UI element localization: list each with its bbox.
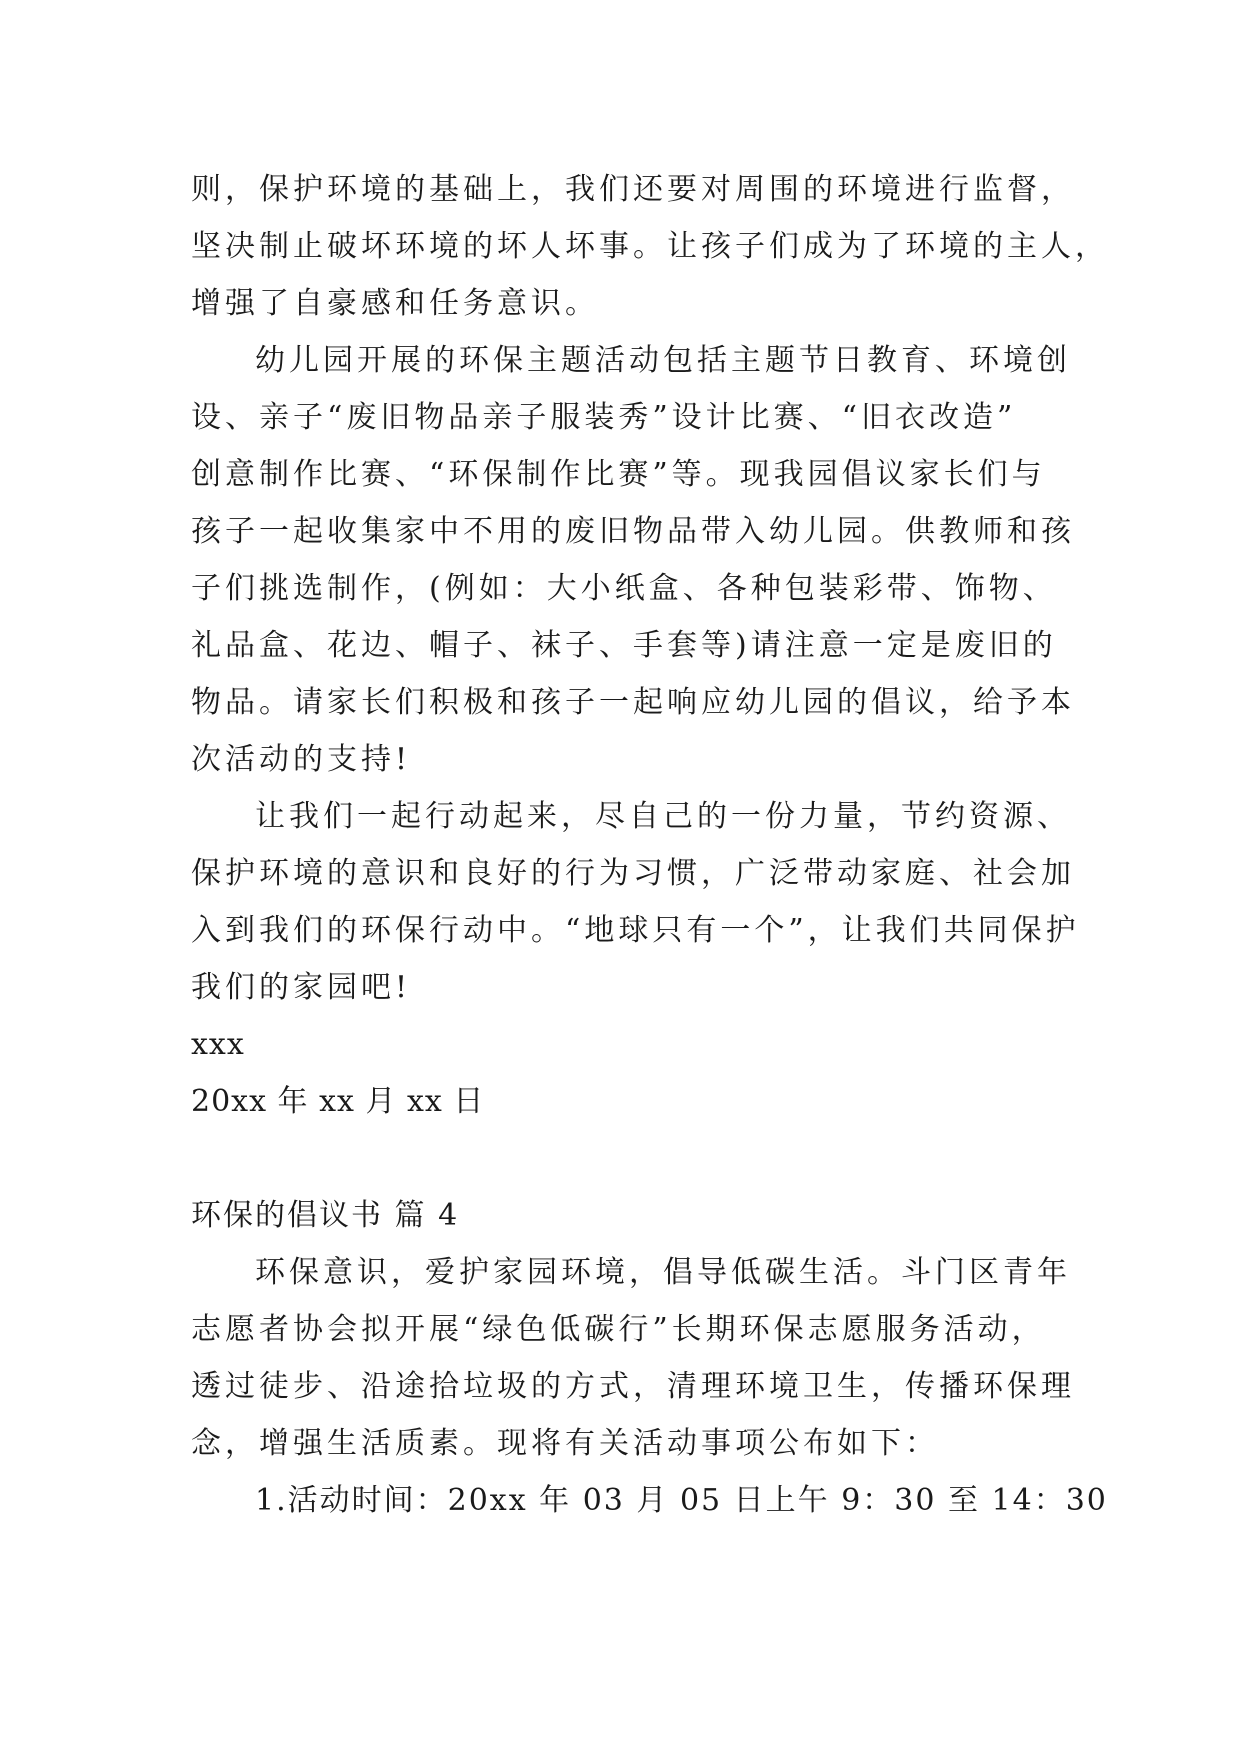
text-line: 念，增强生活质素。现将有关活动事项公布如下：	[191, 1426, 939, 1461]
text-line: 则，保护环境的基础上，我们还要对周围的环境进行监督，	[191, 172, 1075, 207]
text-line: 幼儿园开展的环保主题活动包括主题节日教育、环境创	[255, 343, 1071, 378]
signature: xxx	[191, 1027, 245, 1062]
text-line: 让我们一起行动起来，尽自己的一份力量，节约资源、	[255, 799, 1071, 834]
text-line: 增强了自豪感和任务意识。	[191, 286, 599, 321]
text-line: 设、亲子“废旧物品亲子服装秀”设计比赛、“旧衣改造”	[191, 400, 1017, 435]
text-line: 环保意识，爱护家园环境，倡导低碳生活。斗门区青年	[255, 1255, 1071, 1290]
text-line: 次活动的支持!	[191, 742, 412, 777]
text-line: 我们的家园吧!	[191, 970, 412, 1005]
text-line: 子们挑选制作，(例如：大小纸盒、各种包装彩带、饰物、	[191, 571, 1057, 606]
text-line: 礼品盒、花边、帽子、袜子、手套等)请注意一定是废旧的	[191, 628, 1057, 663]
text-line: 入到我们的环保行动中。“地球只有一个”，让我们共同保护	[191, 913, 1080, 948]
text-line: 孩子一起收集家中不用的废旧物品带入幼儿园。供教师和孩	[191, 514, 1075, 549]
text-line: 透过徒步、沿途拾垃圾的方式，清理环境卫生，传播环保理	[191, 1369, 1075, 1404]
list-item: 1.活动时间：20xx 年 03 月 05 日上午 9：30 至 14：30	[255, 1483, 1108, 1518]
text-line: 坚决制止破坏环境的坏人坏事。让孩子们成为了环境的主人，	[191, 229, 1109, 264]
section-title: 环保的倡议书 篇 4	[191, 1198, 460, 1233]
text-line: 保护环境的意识和良好的行为习惯，广泛带动家庭、社会加	[191, 856, 1075, 891]
text-line: 物品。请家长们积极和孩子一起响应幼儿园的倡议，给予本	[191, 685, 1075, 720]
text-line: 创意制作比赛、“环保制作比赛”等。现我园倡议家长们与	[191, 457, 1046, 492]
date-line: 20xx 年 xx 月 xx 日	[191, 1084, 485, 1119]
text-line: 志愿者协会拟开展“绿色低碳行”长期环保志愿服务活动，	[191, 1312, 1046, 1347]
